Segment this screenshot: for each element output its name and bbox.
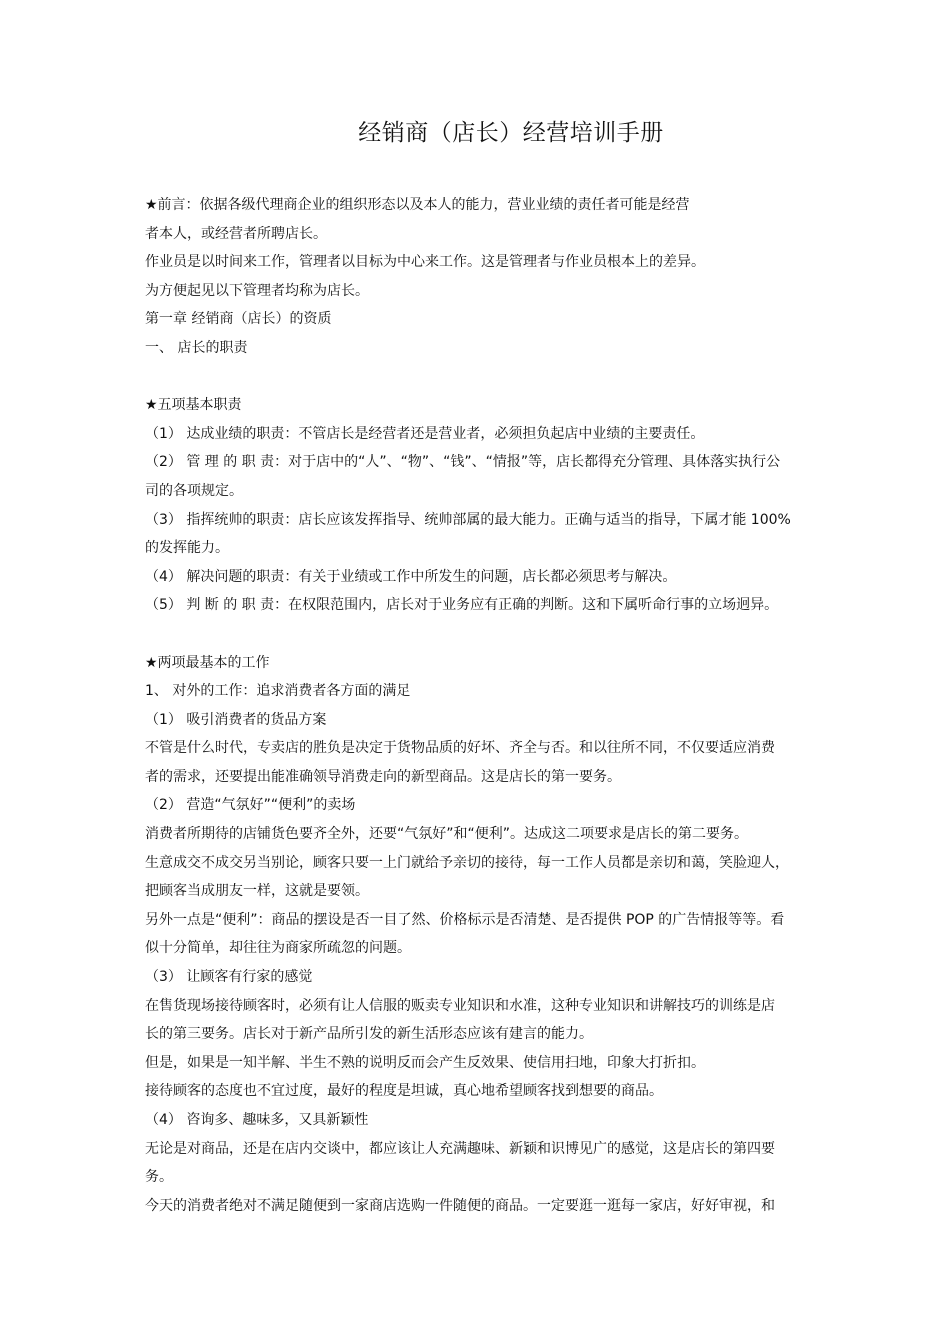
paragraph-line: 在售货现场接待顾客时，必须有让人信服的贩卖专业知识和水准，这种专业知识和讲解技巧的训练是店 [145,997,775,1014]
chapter-heading: 第一章 经销商（店长）的资质 [145,311,332,328]
blank-line [145,620,877,649]
list-item: （2） 营造“气氛好”“便利”的卖场 [145,797,356,814]
paragraph-line: 作业员是以时间来工作，管理者以目标为中心来工作。这是管理者与作业员根本上的差异。 [145,254,705,271]
section-heading: 1、 对外的工作：追求消费者各方面的满足 [145,683,411,700]
paragraph-line: 者的需求，还要提出能准确领导消费走向的新型商品。这是店长的第一要务。 [145,768,621,785]
paragraph-line: 不管是什么时代，专卖店的胜负是决定于货物品质的好坏、齐全与否。和以往所不同，不仅要适应消费 [145,740,775,757]
list-item: （5） 判 断 的 职 责：在权限范围内，店长对于业务应有正确的判断。这和下属听命行事的立场迥异。 [145,597,779,614]
paragraph-line: 但是，如果是一知半解、半生不熟的说明反而会产生反效果、使信用扫地，印象大打折扣。 [145,1054,705,1071]
paragraph-line: 长的第三要务。店长对于新产品所引发的新生活形态应该有建言的能力。 [145,1026,593,1043]
paragraph-line: 今天的消费者绝对不满足随便到一家商店选购一件随便的商品。一定要逛一逛每一家店，好好审视，和 [145,1197,775,1214]
list-item: （3） 让顾客有行家的感觉 [145,969,313,986]
paragraph-line: 另外一点是“便利”：商品的摆设是否一目了然、价格标示是否清楚、是否提供 POP 的广告情报等等。看 [145,911,785,928]
list-item: （4） 咨询多、趣味多，又具新颖性 [145,1112,369,1128]
list-item: （3） 指挥统帅的职责：店长应该发挥指导、统帅部属的最大能力。正确与适当的指导，下属才能 100% [145,511,791,528]
list-item: （2） 管 理 的 职 责：对于店中的“人”、“物”、“钱”、“情报”等，店长都得充分管理、具体落实执行公 [145,454,781,471]
paragraph-line: 为方便起见以下管理者均称为店长。 [145,282,369,299]
subsection-heading: ★五项基本职责 [145,397,242,414]
paragraph-line: 务。 [145,1169,173,1186]
document-title: 经销商（店长）经营培训手册 [358,120,664,146]
paragraph-line: 生意成交不成交另当别论，顾客只要一上门就给予亲切的接待，每一工作人员都是亲切和蔼，笑脸迎人， [145,854,789,871]
paragraph-line: 消费者所期待的店铺货色要齐全外，还要“气氛好”和“便利”。达成这二项要求是店长的第二要务。 [145,826,749,843]
blank-line [145,363,877,392]
paragraph-line: ★前言：依据各级代理商企业的组织形态以及本人的能力，营业业绩的责任者可能是经营 [145,197,690,213]
document-body [145,191,877,1220]
paragraph-line: 把顾客当成朋友一样，这就是要领。 [145,883,369,900]
subsection-heading: ★两项最基本的工作 [145,654,270,671]
paragraph-line: 接待顾客的态度也不宜过度，最好的程度是坦诚，真心地希望顾客找到想要的商品。 [145,1083,663,1100]
paragraph-line: 的发挥能力。 [145,540,229,557]
section-heading: 一、 店长的职责 [145,339,248,356]
paragraph-line: 司的各项规定。 [145,482,243,499]
paragraph-line: 者本人，或经营者所聘店长。 [145,225,327,242]
paragraph-line: 无论是对商品，还是在店内交谈中，都应该让人充满趣味、新颖和识博见广的感觉，这是店长的第四要 [145,1140,775,1157]
list-item: （1） 达成业绩的职责：不管店长是经营者还是营业者，必须担负起店中业绩的主要责任。 [145,425,705,442]
paragraph-line: 似十分简单，却往往为商家所疏忽的问题。 [145,940,411,957]
list-item: （1） 吸引消费者的货品方案 [145,711,327,728]
list-item: （4） 解决问题的职责：有关于业绩或工作中所发生的问题，店长都必须思考与解决。 [145,568,677,585]
